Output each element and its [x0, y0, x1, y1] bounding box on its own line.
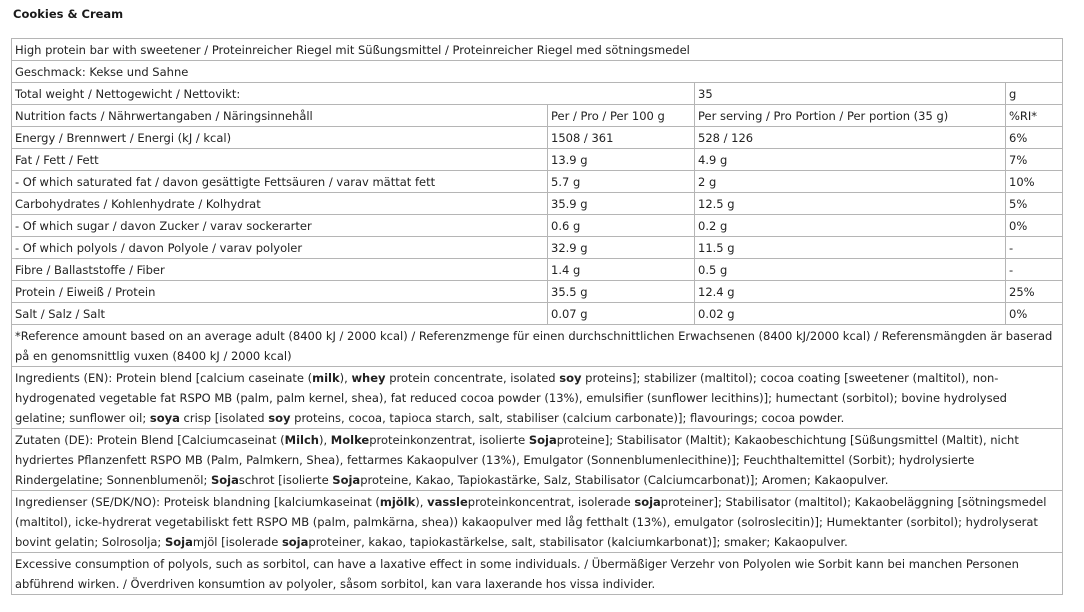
nutrient-per-serving: 2 g — [695, 171, 1006, 193]
reference-note-row — [12, 325, 1063, 367]
ingredient-text: Zutaten (DE): Protein Blend [Calciumcaseinat ( — [15, 433, 285, 447]
ingredient-text: proteins]; stabilizer (maltitol); cocoa coating [sweetener (maltitol), non-hydrogenated vegetable fat RSPO MB (palm, palm kernel, shea), fat reduced cocoa powder (13%), emulsifier (sunflower lecithins)]; humectant (sorbitol); bovine hydrolysed gelatine; sunflower oil; — [15, 371, 1007, 425]
ingredient-text: proteinkonzentrat, isolierte — [369, 433, 529, 447]
reference-note: *Reference amount based on an average adult (8400 kJ / 2000 kcal) / Referenzmenge für einen durchschnittlichen Erwachsenen (8400 kJ/2000 kcal) / Referensmängden är baserad på en genomsnittlig vuxen (8400 kJ / 2000 kcal) — [12, 325, 1063, 367]
allergen-text: soja — [634, 495, 661, 509]
nutrient-per-100g: 35.9 g — [548, 193, 695, 215]
ingredient-text: crisp [isolated — [179, 411, 269, 425]
nutrient-per-100g: 32.9 g — [548, 237, 695, 259]
nutrient-per-serving: 528 / 126 — [695, 127, 1006, 149]
nutrient-per-serving: 4.9 g — [695, 149, 1006, 171]
allergen-text: vassle — [427, 495, 468, 509]
nutrient-per-100g: 0.07 g — [548, 303, 695, 325]
allergen-text: Soja — [528, 433, 557, 447]
nutrient-per-100g: 35.5 g — [548, 281, 695, 303]
nutrition-row — [12, 237, 1063, 259]
ingredient-text: proteiner]; Stabilisator (maltitol); Kakaobeläggning [sötningsmedel (maltitol), icke-hydrerat vegetabiliskt fett RSPO MB (palm, palmkärna, shea)) kakaopulver med låg fetthalt (13%), emulgator (solroslecitin)]; Humektanter (sorbitol); hydrolyserat bovint gelatin; Solrosolja; — [15, 495, 1047, 549]
nutrient-ri: 5% — [1006, 193, 1063, 215]
allergen-text: soy — [268, 411, 291, 425]
nutrient-ri: 0% — [1006, 215, 1063, 237]
nutrient-ri: - — [1006, 237, 1063, 259]
nutrition-header-row — [12, 105, 1063, 127]
weight-row — [12, 83, 1063, 105]
allergen-text: whey — [351, 371, 386, 385]
header-per-100g: Per / Pro / Per 100 g — [548, 105, 695, 127]
ingredients-de — [12, 429, 1063, 491]
nutrient-ri: 0% — [1006, 303, 1063, 325]
ingredient-text: proteins, cocoa, tapioca starch, salt, stabiliser (calcium carbonate)]; flavourings; cocoa powder. — [290, 411, 845, 425]
ingredient-text: schrot [isolierte — [238, 473, 333, 487]
ingredients-se — [12, 491, 1063, 553]
product-title: Cookies & Cream — [13, 7, 124, 21]
ingredient-text: proteinkoncentrat, isolerade — [467, 495, 635, 509]
product-description: High protein bar with sweetener / Proteinreicher Riegel mit Süßungsmittel / Proteinreicher Riegel med sötningsmedel — [12, 39, 1063, 61]
header-nutrition-facts: Nutrition facts / Nährwertangaben / Näringsinnehåll — [12, 105, 548, 127]
ingredient-text: proteine, Kakao, Tapiokastärke, Salz, Stabilisator (Calciumcarbonat)]; Aromen; Kakaopulver. — [360, 473, 889, 487]
weight-value: 35 — [695, 83, 1006, 105]
nutrient-ri: 25% — [1006, 281, 1063, 303]
allergen-text: soja — [281, 535, 309, 549]
allergen-text: Milch — [284, 433, 319, 447]
nutrition-row — [12, 303, 1063, 325]
nutrition-row — [12, 127, 1063, 149]
nutrient-ri: 6% — [1006, 127, 1063, 149]
nutrient-ri: - — [1006, 259, 1063, 281]
nutrition-row — [12, 281, 1063, 303]
ingredient-text: ), — [318, 433, 331, 447]
nutrient-per-serving: 0.2 g — [695, 215, 1006, 237]
weight-label: Total weight / Nettogewicht / Nettovikt: — [12, 83, 695, 105]
allergen-text: soy — [559, 371, 582, 385]
nutrient-label: Carbohydrates / Kohlenhydrate / Kolhydrat — [12, 193, 548, 215]
ingredient-text: proteiner, kakao, tapiokastärkelse, salt, stabilisator (kalciumkarbonat)]; smaker; Kakaopulver. — [308, 535, 848, 549]
nutrient-label: Protein / Eiweiß / Protein — [12, 281, 548, 303]
nutrient-per-100g: 0.6 g — [548, 215, 695, 237]
nutrient-ri: 10% — [1006, 171, 1063, 193]
allergen-text: soya — [149, 411, 180, 425]
nutrient-label: Energy / Brennwert / Energi (kJ / kcal) — [12, 127, 548, 149]
ingredient-text: mjöl [isolerade — [192, 535, 282, 549]
allergen-text: mjölk — [379, 495, 416, 509]
nutrition-row — [12, 193, 1063, 215]
allergen-text: Soja — [210, 473, 239, 487]
nutrient-label: - Of which polyols / davon Polyole / varav polyoler — [12, 237, 548, 259]
flavour-row — [12, 61, 1063, 83]
description-row — [12, 39, 1063, 61]
nutrient-label: - Of which sugar / davon Zucker / varav sockerarter — [12, 215, 548, 237]
nutrition-row — [12, 171, 1063, 193]
nutrition-table — [11, 38, 1063, 595]
allergen-text: milk — [312, 371, 340, 385]
nutrient-per-100g: 1.4 g — [548, 259, 695, 281]
ingredients-de-row — [12, 429, 1063, 491]
nutrient-label: Fat / Fett / Fett — [12, 149, 548, 171]
nutrient-ri: 7% — [1006, 149, 1063, 171]
nutrient-label: Salt / Salz / Salt — [12, 303, 548, 325]
allergen-text: Soja — [164, 535, 193, 549]
nutrient-per-serving: 11.5 g — [695, 237, 1006, 259]
nutrient-per-100g: 13.9 g — [548, 149, 695, 171]
ingredient-text: protein concentrate, isolated — [385, 371, 560, 385]
nutrient-per-serving: 0.5 g — [695, 259, 1006, 281]
polyol-warning: Excessive consumption of polyols, such as sorbitol, can have a laxative effect in some individuals. / Übermäßiger Verzehr von Polyolen wie Sorbit kann bei manchen Personen abführend wirken. / Överdriven konsumtion av polyoler, såsom sorbitol, kan vara laxerande hos vissa individer. — [12, 553, 1063, 595]
ingredient-text: proteine]; Stabilisator (Maltit); Kakaobeschichtung [Süßungsmittel (Maltit), nicht hydriertes Pflanzenfett RSPO MB (Palm, Palmkern, Shea), fettarmes Kakaopulver (13%), Emulgator (Sonnenblumenlecithine)]; Feuchthaltemittel (Sorbit); hydrolysierte Rindergelatine; Sonnenblumenöl; — [15, 433, 1019, 487]
nutrient-label: Fibre / Ballaststoffe / Fiber — [12, 259, 548, 281]
ingredients-se-row — [12, 491, 1063, 553]
nutrition-row — [12, 149, 1063, 171]
weight-unit: g — [1006, 83, 1063, 105]
nutrient-per-serving: 12.5 g — [695, 193, 1006, 215]
nutrition-row — [12, 259, 1063, 281]
nutrition-row — [12, 215, 1063, 237]
header-per-serving: Per serving / Pro Portion / Per portion (35 g) — [695, 105, 1006, 127]
header-ri: %RI* — [1006, 105, 1063, 127]
ingredient-text: ), — [339, 371, 352, 385]
nutrient-per-100g: 5.7 g — [548, 171, 695, 193]
ingredient-text: Ingredienser (SE/DK/NO): Proteisk blandning [kalciumkaseinat ( — [15, 495, 380, 509]
allergen-text: Soja — [332, 473, 361, 487]
ingredients-en-row — [12, 367, 1063, 429]
ingredient-text: Ingredients (EN): Protein blend [calcium caseinate ( — [15, 371, 313, 385]
ingredients-en — [12, 367, 1063, 429]
nutrient-per-serving: 12.4 g — [695, 281, 1006, 303]
nutrient-label: - Of which saturated fat / davon gesättigte Fettsäuren / varav mättat fett — [12, 171, 548, 193]
flavour-text: Geschmack: Kekse und Sahne — [12, 61, 1063, 83]
nutrient-per-100g: 1508 / 361 — [548, 127, 695, 149]
nutrient-per-serving: 0.02 g — [695, 303, 1006, 325]
allergen-text: Molke — [330, 433, 370, 447]
warning-row — [12, 553, 1063, 595]
ingredient-text: ), — [415, 495, 428, 509]
